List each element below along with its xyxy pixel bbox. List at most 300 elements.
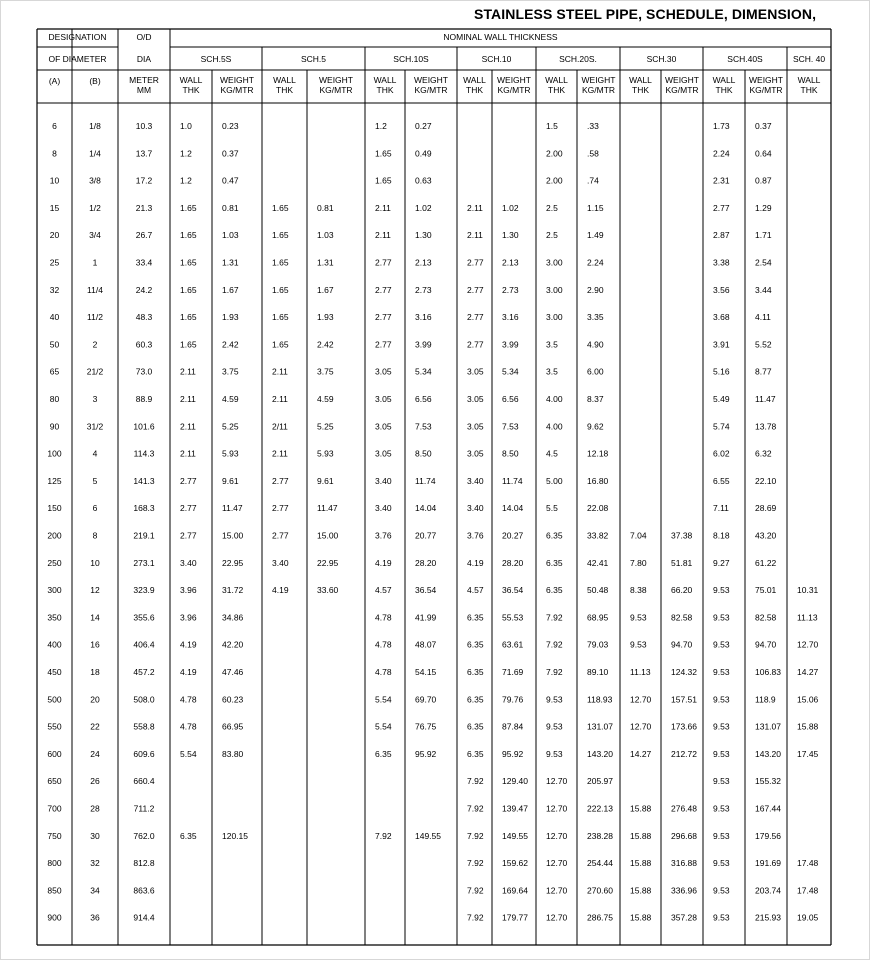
table-cell: 191.69 <box>755 858 781 869</box>
table-cell: 173.66 <box>671 721 697 732</box>
table-cell: 66.95 <box>222 721 244 732</box>
table-cell: 1.02 <box>502 202 519 213</box>
table-cell: 2.31 <box>713 175 730 186</box>
table-cell: 1.65 <box>272 230 289 241</box>
table-cell: 22.10 <box>755 475 777 486</box>
table-cell: 5 <box>92 475 98 486</box>
table-cell: 4.78 <box>375 612 392 623</box>
table-cell: 168.3 <box>133 503 155 514</box>
table-cell: 11.74 <box>415 475 436 486</box>
table-cell: 54.15 <box>415 667 437 677</box>
wall-label: WALL <box>179 75 203 85</box>
table-cell: 76.75 <box>415 721 437 732</box>
table-cell: 296.68 <box>671 830 697 841</box>
table-cell: 9.27 <box>713 557 730 568</box>
table-cell: 0.63 <box>415 175 432 186</box>
table-cell: 22.95 <box>222 557 244 568</box>
table-cell: 150 <box>47 503 62 514</box>
table-cell: 9.53 <box>713 830 730 841</box>
table-cell: 1.67 <box>222 284 239 295</box>
table-cell: 33.4 <box>135 257 153 268</box>
table-cell: 4.00 <box>546 421 563 432</box>
table-cell: 2 <box>92 339 98 350</box>
table-cell: 14.27 <box>630 748 652 759</box>
od-label: O/D <box>136 32 152 42</box>
table-cell: 79.03 <box>587 639 609 650</box>
table-cell: 254.44 <box>587 858 613 869</box>
table-cell: 3.44 <box>755 284 772 295</box>
weight-label: WEIGHT <box>414 75 448 85</box>
table-cell: 149.55 <box>415 830 441 841</box>
table-cell: 50.48 <box>587 585 609 596</box>
table-cell: 6.35 <box>467 667 484 677</box>
table-cell: 65 <box>49 366 60 377</box>
table-cell: 215.93 <box>755 912 781 923</box>
table-cell: 63.61 <box>502 639 524 650</box>
table-cell: 276.48 <box>671 803 697 814</box>
table-cell: 5.34 <box>502 366 519 377</box>
table-cell: 19.05 <box>797 912 819 923</box>
schedule-label: SCH. 40 <box>792 54 826 64</box>
table-cell: 1.65 <box>180 284 197 295</box>
column-b-label: (B) <box>89 76 101 86</box>
table-cell: 2.77 <box>375 312 392 323</box>
table-cell: 32 <box>49 284 60 295</box>
table-cell: 5.52 <box>755 339 772 350</box>
table-cell: .33 <box>587 121 599 131</box>
table-cell: 2.77 <box>180 503 197 514</box>
thk-label: THK <box>376 85 394 95</box>
table-cell: 6.32 <box>755 448 772 459</box>
table-cell: 3.5 <box>546 366 558 377</box>
schedule-label: SCH.20S. <box>559 54 597 64</box>
meter-label: METER <box>129 75 159 85</box>
table-cell: 131.07 <box>755 721 781 732</box>
table-cell: 141.3 <box>133 475 155 486</box>
table-cell: 10 <box>49 175 60 186</box>
table-cell: 20 <box>49 230 60 241</box>
table-cell: 7.92 <box>546 667 563 677</box>
table-cell: 106.83 <box>755 667 781 677</box>
table-cell: 6 <box>92 503 98 514</box>
table-cell: 7.92 <box>467 912 484 923</box>
table-cell: 42.41 <box>587 557 609 568</box>
table-cell: 11.13 <box>797 612 818 623</box>
table-cell: 12.70 <box>546 912 568 923</box>
table-cell: 15.88 <box>797 721 819 732</box>
table-cell: 11.47 <box>222 503 243 514</box>
thk-label: THK <box>276 85 293 95</box>
table-cell: 17.2 <box>135 175 153 186</box>
table-cell: 2.5 <box>546 202 558 213</box>
table-cell: 0.27 <box>415 121 432 131</box>
table-cell: 762.0 <box>133 830 155 841</box>
table-cell: 4.78 <box>180 721 197 732</box>
table-cell: 3.16 <box>415 312 432 323</box>
table-cell: 12.18 <box>587 448 609 459</box>
table-cell: 3.96 <box>180 585 197 596</box>
table-cell: 2/11 <box>272 421 288 432</box>
table-cell: 2.24 <box>587 257 604 268</box>
table-cell: 114.3 <box>133 448 155 459</box>
table-cell: 94.70 <box>671 639 693 650</box>
table-cell: 9.53 <box>630 639 647 650</box>
table-cell: 60.23 <box>222 694 244 705</box>
table-cell: 129.40 <box>502 776 528 787</box>
wall-label: WALL <box>797 75 821 85</box>
table-cell: 11.74 <box>502 475 523 486</box>
table-cell: 500 <box>47 694 62 705</box>
table-cell: 1.65 <box>180 202 197 213</box>
table-cell: 2.11 <box>180 366 196 377</box>
table-cell: 508.0 <box>133 694 155 705</box>
table-cell: 0.37 <box>755 121 772 131</box>
table-cell: 316.88 <box>671 858 697 869</box>
table-cell: 94.70 <box>755 639 777 650</box>
table-cell: 2.11 <box>375 230 391 241</box>
table-cell: 14.04 <box>415 503 437 514</box>
table-cell: 36.54 <box>502 585 524 596</box>
table-cell: 1.2 <box>180 148 192 159</box>
table-cell: 1.73 <box>713 121 730 131</box>
table-cell: 8.50 <box>415 448 432 459</box>
table-cell: 12.70 <box>630 694 652 705</box>
table-cell: 1.65 <box>180 339 197 350</box>
table-cell: 14 <box>90 612 100 623</box>
table-cell: 914.4 <box>133 912 155 923</box>
table-cell: 28.69 <box>755 503 777 514</box>
table-cell: 900 <box>47 912 62 923</box>
weight-label: WEIGHT <box>497 75 531 85</box>
table-cell: 2.73 <box>415 284 432 295</box>
table-cell: 2.5 <box>546 230 558 241</box>
table-cell: 15.00 <box>317 530 339 541</box>
nominal-wall-thickness-label: NOMINAL WALL THICKNESS <box>443 32 558 42</box>
table-cell: 406.4 <box>133 639 155 650</box>
table-cell: 5.54 <box>180 748 197 759</box>
table-cell: 1.65 <box>180 230 197 241</box>
table-cell: 6.35 <box>546 557 563 568</box>
table-cell: 8.37 <box>587 394 604 404</box>
kgmtr-label: KG/MTR <box>319 85 353 95</box>
weight-label: WEIGHT <box>581 75 616 85</box>
table-cell: 6.35 <box>180 830 197 841</box>
table-cell: 179.77 <box>502 912 528 923</box>
table-cell: 139.47 <box>502 803 528 814</box>
table-cell: 609.6 <box>133 748 155 759</box>
table-cell: 3 <box>92 394 98 404</box>
table-cell: 3.05 <box>467 394 484 404</box>
table-cell: 5.93 <box>222 448 239 459</box>
table-cell: 4.19 <box>467 557 484 568</box>
table-cell: 31.72 <box>222 585 244 596</box>
table-cell: .58 <box>587 148 599 159</box>
table-cell: 9.53 <box>713 748 730 759</box>
table-cell: 34 <box>90 885 100 896</box>
table-cell: 863.6 <box>133 885 155 896</box>
table-cell: 5.00 <box>546 475 563 486</box>
table-cell: 4.11 <box>755 312 771 323</box>
table-cell: 1.30 <box>415 230 432 241</box>
table-cell: 9.53 <box>546 748 563 759</box>
table-cell: 812.8 <box>133 858 155 869</box>
table-cell: 4.19 <box>180 639 197 650</box>
table-cell: 2.11 <box>467 230 483 241</box>
table-cell: 1.31 <box>317 257 334 268</box>
table-cell: 3.56 <box>713 284 730 295</box>
table-cell: 660.4 <box>133 776 155 787</box>
table-cell: 82.58 <box>671 612 693 623</box>
table-cell: 1.03 <box>222 230 239 241</box>
table-cell: 169.64 <box>502 885 528 896</box>
table-cell: 12.70 <box>546 858 568 869</box>
table-cell: 9.53 <box>630 612 647 623</box>
thk-label: THK <box>466 85 483 95</box>
table-cell: 125 <box>47 475 62 486</box>
table-cell: 1.02 <box>415 202 432 213</box>
table-cell: 219.1 <box>133 530 155 541</box>
table-cell: 95.92 <box>415 748 437 759</box>
table-cell: 11.47 <box>755 394 776 404</box>
wall-label: WALL <box>273 75 296 85</box>
table-cell: 2.54 <box>755 257 772 268</box>
table-cell: 4.5 <box>546 448 558 459</box>
table-cell: 60.3 <box>135 339 153 350</box>
table-cell: 7.53 <box>415 421 432 432</box>
table-cell: 82.58 <box>755 612 777 623</box>
table-cell: 3.91 <box>713 339 730 350</box>
table-cell: 1.93 <box>317 312 334 323</box>
table-cell: 2.00 <box>546 175 563 186</box>
table-cell: 3.00 <box>546 284 563 295</box>
table-cell: 179.56 <box>755 830 781 841</box>
table-cell: 89.10 <box>587 667 609 677</box>
table-cell: 75.01 <box>755 585 777 596</box>
table-cell: 270.60 <box>587 885 613 896</box>
table-cell: 12.70 <box>546 830 568 841</box>
schedule-label: SCH.5 <box>300 54 327 64</box>
table-cell: 323.9 <box>133 585 155 596</box>
schedule-label: SCH.40S <box>727 54 763 64</box>
table-cell: 3.75 <box>317 366 334 377</box>
table-cell: 15.88 <box>630 885 652 896</box>
table-cell: 79.76 <box>502 694 524 705</box>
table-cell: 31/2 <box>86 421 104 432</box>
table-cell: 2.11 <box>180 448 196 459</box>
table-cell: 1.2 <box>180 175 192 186</box>
table-cell: 8.50 <box>502 448 519 459</box>
table-cell: 212.72 <box>671 748 697 759</box>
table-cell: 6.35 <box>467 639 484 650</box>
table-cell: 0.64 <box>755 148 772 159</box>
table-cell: 6.02 <box>713 448 730 459</box>
table-cell: 3.96 <box>180 612 197 623</box>
table-cell: 3.76 <box>467 530 484 541</box>
table-cell: 55.53 <box>502 612 524 623</box>
kgmtr-label: KG/MTR <box>497 85 531 95</box>
table-cell: 5.5 <box>546 503 558 514</box>
table-cell: 12.70 <box>797 639 819 650</box>
table-cell: 2.00 <box>546 148 563 159</box>
table-cell: 80 <box>49 394 60 404</box>
table-cell: 22.08 <box>587 503 609 514</box>
table-cell: 1.65 <box>375 148 392 159</box>
table-cell: 66.20 <box>671 585 693 596</box>
table-cell: 33.82 <box>587 530 609 541</box>
table-cell: 4.59 <box>317 394 334 404</box>
table-cell: 28.20 <box>502 557 524 568</box>
table-cell: 7.92 <box>546 639 563 650</box>
table-cell: 6.35 <box>375 748 392 759</box>
table-cell: 21.3 <box>135 202 153 213</box>
table-cell: 22.95 <box>317 557 339 568</box>
table-cell: 238.28 <box>587 830 613 841</box>
table-cell: 4.90 <box>587 339 604 350</box>
table-cell: 9.53 <box>713 694 730 705</box>
table-cell: 20 <box>90 694 100 705</box>
table-cell: 6.00 <box>587 366 604 377</box>
table-cell: 9.53 <box>713 776 730 787</box>
table-cell: 4.78 <box>180 694 197 705</box>
thk-label: THK <box>182 85 200 95</box>
table-cell: 3.16 <box>502 312 519 323</box>
page-title: STAINLESS STEEL PIPE, SCHEDULE, DIMENSION, <box>474 6 817 22</box>
table-cell: 711.2 <box>133 803 155 814</box>
table-cell: 3.40 <box>467 503 484 514</box>
schedule-label: SCH.30 <box>646 54 677 64</box>
table-cell: 1.65 <box>180 312 197 323</box>
table-cell: 5.74 <box>713 421 730 432</box>
table-cell: 3.40 <box>180 557 197 568</box>
table-cell: 2.77 <box>467 312 484 323</box>
table-cell: 9.53 <box>546 694 563 705</box>
table-cell: 15.88 <box>630 803 652 814</box>
table-cell: 2.42 <box>317 339 334 350</box>
table-cell: 41.99 <box>415 612 437 623</box>
table-cell: 3.35 <box>587 312 604 323</box>
table-cell: 9.53 <box>713 585 730 596</box>
table-cell: 4.78 <box>375 639 392 650</box>
table-cell: 2.77 <box>180 475 197 486</box>
table-cell: 3.40 <box>375 503 392 514</box>
table-cell: 0.37 <box>222 148 239 159</box>
table-cell: 0.87 <box>755 175 772 186</box>
table-cell: 1 <box>92 257 98 268</box>
table-cell: 357.28 <box>671 912 697 923</box>
table-cell: 9.61 <box>222 475 239 486</box>
weight-label: WEIGHT <box>749 75 783 85</box>
table-cell: 200 <box>47 530 62 541</box>
table-cell: 0.23 <box>222 121 239 131</box>
table-cell: 7.92 <box>467 776 484 787</box>
table-cell: 9.53 <box>713 612 730 623</box>
table-cell: 2.11 <box>467 202 483 213</box>
table-cell: 1.65 <box>180 257 197 268</box>
table-cell: 1.15 <box>587 202 604 213</box>
table-cell: 88.9 <box>135 394 153 404</box>
table-cell: 48.3 <box>135 312 153 323</box>
table-cell: 3.68 <box>713 312 730 323</box>
thk-label: THK <box>632 85 649 95</box>
table-cell: 15.88 <box>630 830 652 841</box>
table-cell: 155.32 <box>755 776 781 787</box>
table-cell: 30 <box>90 830 100 841</box>
table-cell: 0.81 <box>222 202 239 213</box>
table-cell: 2.73 <box>502 284 519 295</box>
table-cell: 5.25 <box>317 421 334 432</box>
table-cell: 12.70 <box>546 776 568 787</box>
table-cell: 20.77 <box>415 530 437 541</box>
table-cell: 34.86 <box>222 612 244 623</box>
table-cell: 3.05 <box>467 421 484 432</box>
table-cell: 3.99 <box>415 339 432 350</box>
table-cell: 3.05 <box>375 394 392 404</box>
table-cell: 14.04 <box>502 503 524 514</box>
table-cell: 3.99 <box>502 339 519 350</box>
table-cell: 51.81 <box>671 557 693 568</box>
table-cell: 9.53 <box>713 858 730 869</box>
table-cell: 3.05 <box>467 448 484 459</box>
table-cell: 13.78 <box>755 421 777 432</box>
table-cell: 6.35 <box>467 612 484 623</box>
table-cell: 4.57 <box>467 585 484 596</box>
table-cell: 21/2 <box>86 366 104 377</box>
table-cell: 3.40 <box>272 557 289 568</box>
table-cell: 32 <box>90 858 100 869</box>
table-cell: 2.11 <box>272 394 288 404</box>
table-cell: 2.42 <box>222 339 239 350</box>
table-cell: 2.11 <box>180 394 196 404</box>
table-cell: 558.8 <box>133 721 155 732</box>
table-cell: 2.90 <box>587 284 604 295</box>
schedule-label: SCH.5S <box>200 54 232 64</box>
table-cell: 12 <box>90 585 100 596</box>
table-cell: 87.84 <box>502 721 524 732</box>
table-cell: 6.35 <box>546 585 563 596</box>
table-cell: 69.70 <box>415 694 437 705</box>
table-cell: 10.3 <box>135 121 153 131</box>
table-cell: 2.87 <box>713 230 730 241</box>
table-cell: 28 <box>90 803 100 814</box>
table-cell: 205.97 <box>587 776 613 787</box>
table-cell: 143.20 <box>755 748 781 759</box>
table-cell: 18 <box>90 667 100 677</box>
table-cell: 12.70 <box>630 721 652 732</box>
table-cell: 336.96 <box>671 885 697 896</box>
table-cell: 71.69 <box>502 667 524 677</box>
table-cell: 1.65 <box>272 339 289 350</box>
table-cell: 2.77 <box>467 339 484 350</box>
table-cell: 36 <box>90 912 100 923</box>
table-cell: 124.32 <box>671 667 697 677</box>
table-cell: 2.77 <box>375 257 392 268</box>
table-cell: 5.34 <box>415 366 432 377</box>
table-cell: 167.44 <box>755 803 781 814</box>
table-cell: 350 <box>47 612 62 623</box>
table-cell: 9.62 <box>587 421 604 432</box>
table-cell: 3.75 <box>222 366 239 377</box>
table-cell: 3/4 <box>89 230 101 241</box>
wall-label: WALL <box>629 75 652 85</box>
table-cell: 2.77 <box>375 339 392 350</box>
table-cell: 7.92 <box>467 803 484 814</box>
table-cell: 2.77 <box>180 530 197 541</box>
table-cell: 8.77 <box>755 366 772 377</box>
table-cell: 17.48 <box>797 885 819 896</box>
table-cell: 2.77 <box>272 475 289 486</box>
table-cell: 5.16 <box>713 366 730 377</box>
table-cell: 11.13 <box>630 667 651 677</box>
